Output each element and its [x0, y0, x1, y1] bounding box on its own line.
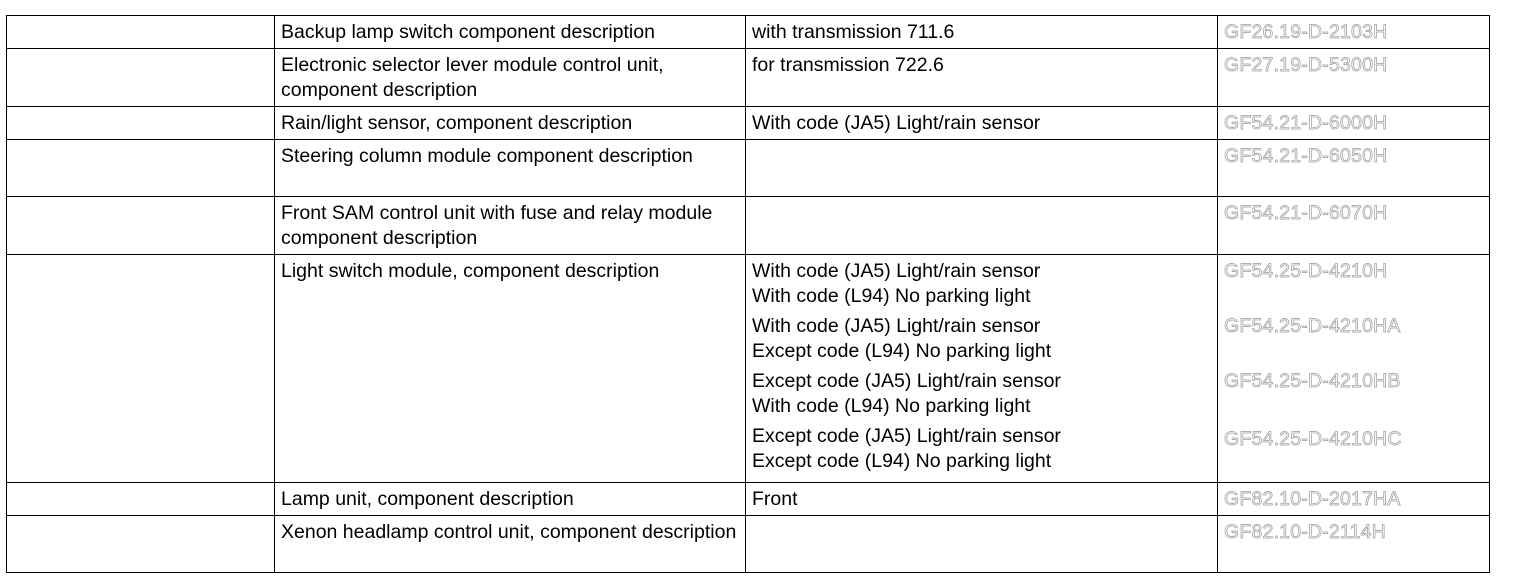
condition-cell: for transmission 722.6 — [746, 49, 1218, 107]
document-id: GF54.25-D-4210HA — [1224, 315, 1401, 337]
table-row — [7, 255, 1490, 483]
condition-line: Except code (JA5) Light/rain sensor — [752, 425, 1061, 447]
component-cell: Steering column module component description — [275, 140, 746, 197]
component-cell: Xenon headlamp control unit, component description — [275, 516, 746, 573]
component-cell: Light switch module, component description — [275, 255, 746, 483]
document-id-cell: GF82.10-D-2114H — [1218, 516, 1490, 573]
blank-cell — [7, 516, 275, 573]
condition-cell: with transmission 711.6 — [746, 16, 1218, 49]
document-id: GF54.25-D-4210HB — [1224, 370, 1401, 392]
condition-line: With code (JA5) Light/rain sensor — [752, 315, 1041, 337]
table-row — [7, 483, 1490, 516]
condition-cell — [746, 255, 1218, 483]
component-cell: Front SAM control unit with fuse and relay module component description — [275, 197, 746, 255]
document-id: GF54.25-D-4210HC — [1224, 428, 1402, 450]
condition-line: With code (L94) No parking light — [752, 395, 1031, 417]
blank-cell — [7, 107, 275, 140]
condition-cell — [746, 516, 1218, 573]
blank-cell — [7, 140, 275, 197]
blank-cell — [7, 49, 275, 107]
document-id-cell: GF54.21-D-6050H — [1218, 140, 1490, 197]
table-row — [7, 197, 1490, 255]
document-id-cell: GF54.21-D-6070H — [1218, 197, 1490, 255]
component-cell: Rain/light sensor, component description — [275, 107, 746, 140]
document-id-cell: GF27.19-D-5300H — [1218, 49, 1490, 107]
document-id-cell: GF54.21-D-6000H — [1218, 107, 1490, 140]
condition-line: Except code (L94) No parking light — [752, 340, 1052, 362]
table-row — [7, 516, 1490, 573]
blank-cell — [7, 483, 275, 516]
condition-line: With code (L94) No parking light — [752, 285, 1031, 307]
condition-cell — [746, 197, 1218, 255]
blank-cell — [7, 197, 275, 255]
condition-cell: With code (JA5) Light/rain sensor — [746, 107, 1218, 140]
condition-cell — [746, 140, 1218, 197]
blank-cell — [7, 255, 275, 483]
component-table — [6, 15, 1490, 573]
document-id: GF54.25-D-4210H — [1224, 260, 1388, 282]
document-id-cell — [1218, 255, 1490, 483]
table-row — [7, 107, 1490, 140]
document-id-cell: GF26.19-D-2103H — [1218, 16, 1490, 49]
blank-cell — [7, 16, 275, 49]
table-row — [7, 16, 1490, 49]
condition-line: Except code (JA5) Light/rain sensor — [752, 370, 1061, 392]
component-cell: Electronic selector lever module control unit, component description — [275, 49, 746, 107]
condition-line: Except code (L94) No parking light — [752, 450, 1052, 472]
component-cell: Backup lamp switch component description — [275, 16, 746, 49]
table-row — [7, 140, 1490, 197]
condition-cell: Front — [746, 483, 1218, 516]
document-id-cell: GF82.10-D-2017HA — [1218, 483, 1490, 516]
condition-line: With code (JA5) Light/rain sensor — [752, 260, 1041, 282]
component-cell: Lamp unit, component description — [275, 483, 746, 516]
table-row — [7, 49, 1490, 107]
